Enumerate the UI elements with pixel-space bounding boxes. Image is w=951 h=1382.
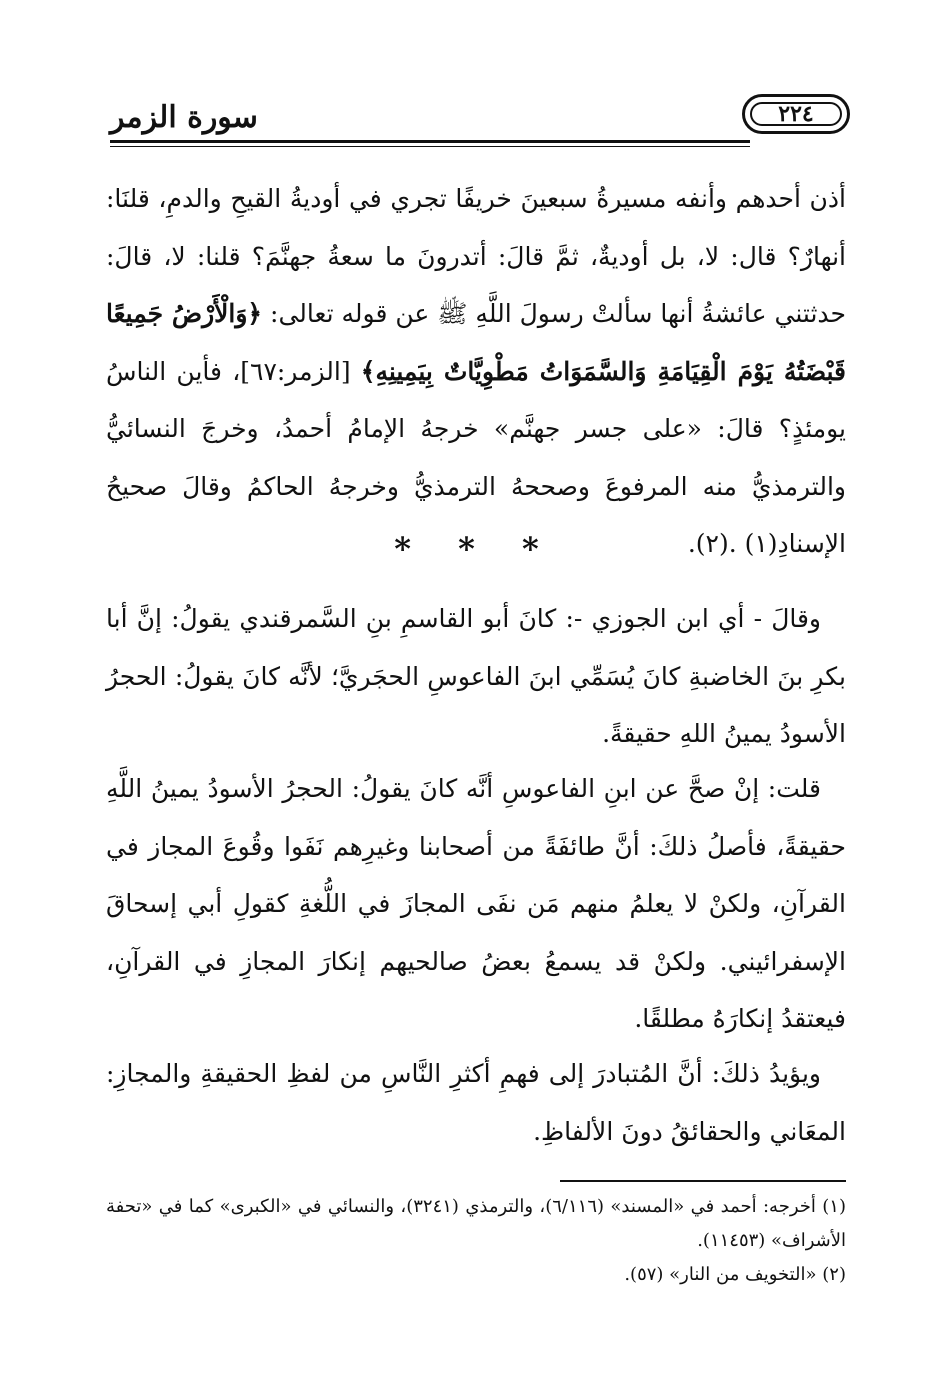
header-rule-thin xyxy=(110,146,750,147)
paragraph-1-text-after: [الزمر:٦٧]، فأين الناسُ يومئذٍ؟ قالَ: «على جسر جهنَّم» خرجهُ الإمامُ أحمدُ، وخرجَ النسائيُّ والترمذيُّ منه المرفوعَ وصححهُ الترمذيُّ وخرجهُ الحاكمُ وقالَ صحيحُ الإسنادِ(١) .(٢). xyxy=(106,356,846,558)
paragraph-1 xyxy=(106,170,846,573)
footnote-1: (١) أخرجه: أحمد في «المسند» (٦/١١٦)، والترمذي (٣٢٤١)، والنسائي في «الكبرى» كما في «تحفة الأشراف» (١١٤٥٣). xyxy=(106,1196,846,1251)
paragraph-4: ويؤيدُ ذلكَ: أنَّ المُتبادرَ إلى فهمِ أكثرِ النَّاسِ من لفظِ الحقيقةِ والمجازِ: المعَاني والحقائقُ دونَ الألفاظِ. xyxy=(106,1059,846,1146)
surah-title: سورة الزمر xyxy=(110,100,258,135)
section-separator: * * * xyxy=(394,530,557,568)
footnote-divider xyxy=(560,1180,846,1182)
footnote-2: (٢) «التخويف من النار» (٥٧). xyxy=(624,1264,846,1285)
paragraph-1-text-before: أذن أحدهم وأنفه مسيرةُ سبعينَ خريفًا تجري في أوديةُ القيحِ والدمِ، قلنَا: أنهارٌ؟ قال: لا، بل أوديةٌ، ثمَّ قالَ: أتدرونَ ما سعةُ جهنَّمَ؟ قلنا: لا، قالَ: حدثتني عائشةُ أنها سألتْ رسولَ اللَّهِ ﷺ عن قوله تعالى: xyxy=(106,184,846,328)
page-number-badge xyxy=(742,94,850,134)
quran-verse: ﴿وَالْأَرْضُ جَمِيعًا قَبْضَتُهُ يَوْمَ الْقِيَامَةِ وَالسَّمَوَاتُ مَطْوِيَّاتٌ بِيَمِينِهِ﴾ xyxy=(106,299,846,386)
header-rule xyxy=(110,140,750,143)
paragraph-3: قلت: إنْ صحَّ عن ابنِ الفاعوسِ أنَّه كانَ يقولُ: الحجرُ الأسودُ يمينُ اللَّهِ حقيقةً، فأصلُ ذلكَ: أنَّ طائفَةً من أصحابنا وغيرِهم نَفَوا وقُوعَ المجاز في القرآنِ، ولكنْ لا يعلمُ منهم مَن نفَى المجازَ في اللُّغةِ كقولِ أبي إسحاقَ الإسفرائيني. ولكنْ قد يسمعُ بعضُ صالحيهم إنكارَ المجازِ في القرآنِ، فيعتقدُ إنكارَهُ مطلقًا. xyxy=(106,774,846,1033)
footnotes xyxy=(106,1190,846,1292)
page-header xyxy=(110,90,850,152)
paragraph-2: وقالَ - أي ابن الجوزي -: كانَ أبو القاسمِ بنِ السَّمرقندي يقولُ: إنَّ أبا بكرِ بنَ الخاضبةِ كانَ يُسَمِّي ابنَ الفاعوسِ الحجَريَّ؛ لأنَّه كانَ يقولُ: الحجرُ الأسودُ يمينُ اللهِ حقيقةً. xyxy=(106,604,846,748)
page-number: ٢٢٤ xyxy=(778,101,814,127)
